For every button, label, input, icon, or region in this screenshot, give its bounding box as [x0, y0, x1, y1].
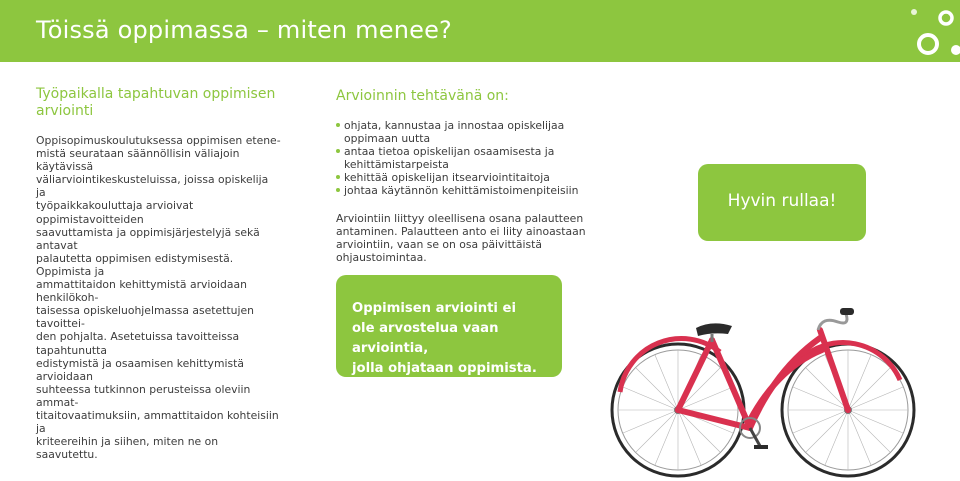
slogan-text: Hyvin rullaa! [727, 191, 837, 211]
text-line: antaminen. Palautteen anto ei liity ainoastaan [336, 224, 586, 238]
text-line: saavuttamista ja oppimisjärjestelyjä sekä antavat [36, 225, 260, 252]
text-line: suhteessa tutkinnon perusteissa oleviin ammat- [36, 382, 251, 409]
list-item-line: antaa tietoa opiskelijan osaamisesta ja [344, 145, 555, 159]
middle-heading: Arvioinnin tehtävänä on: [336, 88, 509, 104]
callout-line: ole arvostelua vaan arviointia, [352, 321, 499, 356]
bicycle-icon [600, 300, 930, 480]
text-line: palautetta oppimisen edistymisestä. Oppimista ja [36, 251, 234, 278]
text-line: ammattitaidon kehittymistä arvioidaan henkilökoh- [36, 278, 247, 305]
list-item-line: johtaa käytännön kehittämistoimenpiteisiin [344, 184, 579, 198]
page-title: Töissä oppimassa – miten menee? [36, 16, 452, 44]
text-line: Oppisopimuskoulutuksessa oppimisen etene- [36, 134, 281, 147]
list-item-line: ohjata, kannustaa ja innostaa opiskelijaa [344, 119, 565, 132]
text-line: titaitovaatimuksiin, ammattitaidon kohteisiin ja [36, 408, 279, 436]
left-heading [36, 86, 281, 120]
list-item [336, 171, 586, 184]
left-heading-line: Työpaikalla tapahtuvan oppimisen [36, 86, 276, 102]
text-line: arviointiin, vaan se on osa päivittäistä [336, 237, 543, 251]
left-column [36, 86, 281, 461]
text-line: edistymistä ja osaamisen kehittymistä arvioidaan [36, 356, 244, 383]
text-line: työpaikkakouluttaja arvioivat oppimistavoitteiden [36, 199, 194, 226]
list-item-line: kehittää opiskelijan itsearviointitaitoja [344, 171, 550, 185]
text-line: väliarviointikeskusteluissa, joissa opiskelija ja [36, 173, 269, 200]
list-item [336, 119, 586, 145]
left-body-text [36, 134, 281, 461]
text-line: taisessa opiskeluohjelmassa asetettujen tavoittei- [36, 304, 254, 331]
list-item [336, 145, 586, 171]
middle-column [336, 88, 586, 264]
decorative-circles-icon [890, 0, 960, 62]
text-line: mistä seurataan säännöllisin väliajoin käytävissä [36, 147, 240, 174]
text-line: kriteereihin ja siihen, miten ne on saavutettu. [36, 435, 219, 462]
callout-box [336, 275, 562, 377]
list-item-line: kehittämistarpeista [344, 158, 449, 172]
header-bar [0, 0, 960, 62]
text-line: Arviointiin liittyy oleellisena osana palautteen [336, 211, 584, 225]
middle-body-text [336, 212, 586, 264]
task-list [336, 119, 586, 198]
text-line: ohjaustoimintaa. [336, 250, 427, 264]
callout-line: Oppimisen arviointi ei [352, 301, 517, 316]
text-line: den pohjalta. Asetetuissa tavoitteissa tapahtunutta [36, 330, 240, 357]
callout-line: jolla ohjataan oppimista. [352, 361, 537, 376]
left-heading-line: arviointi [36, 103, 94, 119]
list-item-line: oppimaan uutta [344, 132, 431, 146]
list-item [336, 184, 586, 197]
callout-text [352, 299, 562, 379]
slogan-badge [698, 164, 866, 241]
